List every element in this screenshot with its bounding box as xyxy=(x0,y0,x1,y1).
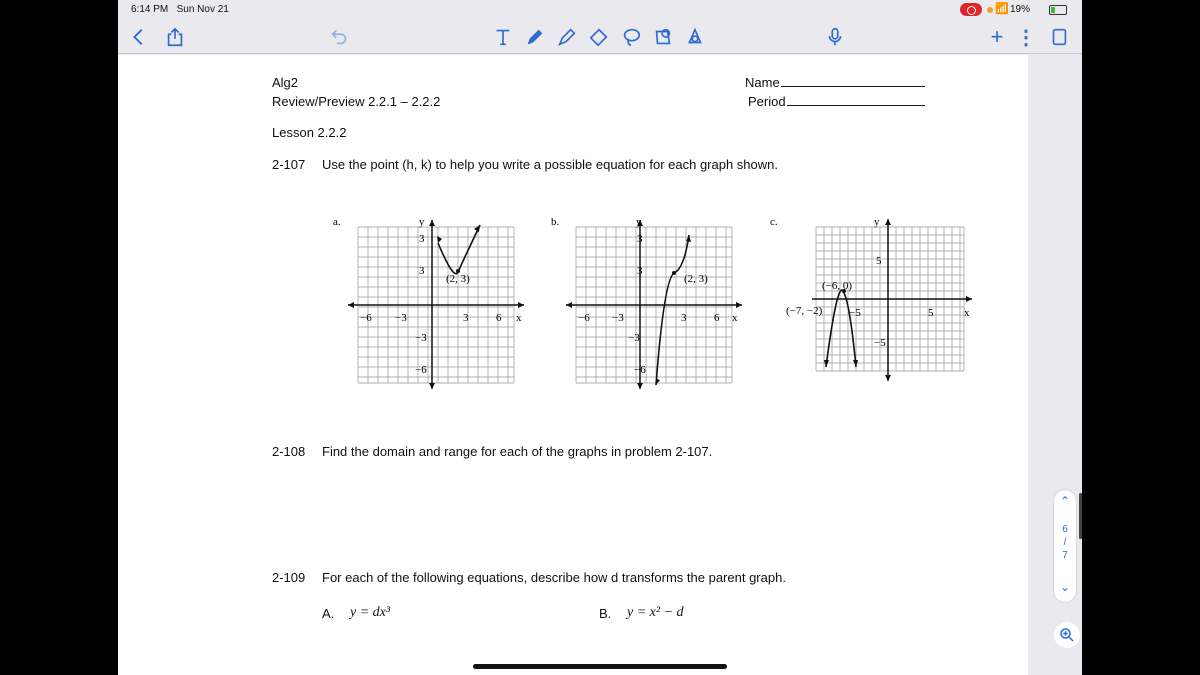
graph-b-x-axis-label: x xyxy=(732,312,738,324)
problem-2-108-text: Find the domain and range for each of the graphs in problem 2-107. xyxy=(322,444,713,459)
problem-2-109-number: 2-109 xyxy=(272,570,306,585)
page-down-icon[interactable]: ⌄ xyxy=(1059,580,1071,594)
highlighter-icon[interactable] xyxy=(554,20,580,54)
mic-indicator-icon xyxy=(987,7,993,13)
toolbar xyxy=(118,20,1082,54)
problem-2-109-text: For each of the following equations, describe how d transforms the parent graph. xyxy=(322,570,786,585)
pages-icon[interactable] xyxy=(1046,20,1072,54)
elements-icon[interactable] xyxy=(682,20,708,54)
equation-b: y = x² − d xyxy=(627,605,684,620)
scrollbar[interactable] xyxy=(1079,493,1082,539)
total-page-number: 7 xyxy=(1062,550,1068,561)
graph-c-tick-y-5: −5 xyxy=(874,337,886,349)
lesson-heading: Lesson 2.2.2 xyxy=(272,125,347,140)
problem-2-107-text: Use the point (h, k) to help you write a possible equation for each graph shown. xyxy=(322,157,778,172)
shapes-icon[interactable] xyxy=(650,20,676,54)
graph-b-tick-y6: 3 xyxy=(637,233,643,245)
graph-c-label: c. xyxy=(770,216,778,228)
graph-c-point2-label: (−7, −2) xyxy=(786,305,823,317)
graph-b-tick-x-6: −6 xyxy=(578,312,590,324)
period-field-label: Period xyxy=(748,94,925,109)
status-bar xyxy=(118,0,1082,20)
page-navigator[interactable] xyxy=(1054,490,1076,602)
graph-b-label: b. xyxy=(551,216,560,228)
graph-a-tick-x-6: −6 xyxy=(360,312,372,324)
eraser-icon[interactable] xyxy=(586,20,612,54)
worksheet-subtitle: Review/Preview 2.2.1 – 2.2.2 xyxy=(272,94,441,109)
graph-a-y-axis-label: y xyxy=(419,216,425,228)
zoom-in-icon[interactable] xyxy=(1054,622,1080,648)
course-title: Alg2 xyxy=(272,75,299,90)
app-screen xyxy=(118,0,1082,675)
graph-a-tick-x6: 6 xyxy=(496,312,502,324)
graph-a-label: a. xyxy=(333,216,341,228)
more-menu-button[interactable]: ⋮ xyxy=(1016,26,1036,49)
equation-a: y = dx³ xyxy=(350,605,391,620)
graph-c-tick-x5: 5 xyxy=(928,307,934,319)
lasso-icon[interactable] xyxy=(618,20,644,54)
equation-b-label: B. xyxy=(599,606,612,621)
problem-2-108-number: 2-108 xyxy=(272,444,306,459)
status-time: 6:14 PM Sun Nov 21 xyxy=(131,4,229,15)
graph-a-tick-y6: 3 xyxy=(419,233,425,245)
graph-b-tick-x-3: −3 xyxy=(612,312,624,324)
graph-c-tick-x-5: −5 xyxy=(849,307,861,319)
graph-a xyxy=(348,220,524,389)
microphone-icon[interactable] xyxy=(822,20,848,54)
graph-a-tick-y-3: −3 xyxy=(415,332,427,344)
graph-a-tick-y3: 3 xyxy=(419,265,425,277)
equation-a-label: A. xyxy=(322,606,335,621)
undo-icon[interactable] xyxy=(326,20,352,54)
battery-icon xyxy=(1049,5,1067,15)
text-tool-icon[interactable] xyxy=(490,20,516,54)
share-icon[interactable] xyxy=(162,20,188,54)
battery-percent: 19% xyxy=(1010,4,1031,15)
graph-a-point-label: (2, 3) xyxy=(446,273,470,285)
graph-a-tick-x3: 3 xyxy=(463,312,469,324)
graph-b-tick-y3: 3 xyxy=(637,265,643,277)
graph-a-tick-y-6: −6 xyxy=(415,364,427,376)
pen-icon[interactable] xyxy=(522,20,548,54)
page-separator: / xyxy=(1063,537,1067,548)
home-indicator[interactable] xyxy=(473,664,727,669)
graph-c xyxy=(812,219,972,381)
graphs-area xyxy=(118,55,1028,395)
wifi-icon: 📶 xyxy=(995,3,1009,15)
graph-b-tick-x3: 3 xyxy=(681,312,687,324)
page-up-icon[interactable]: ⌃ xyxy=(1059,494,1071,508)
back-icon[interactable] xyxy=(126,20,152,54)
graph-c-tick-y5: 5 xyxy=(876,255,882,267)
screen-record-icon xyxy=(960,3,982,16)
graph-b-y-axis-label: y xyxy=(636,216,642,228)
graph-b-tick-y-3: −3 xyxy=(628,332,640,344)
name-field-label: Name xyxy=(745,75,925,90)
graph-a-tick-x-3: −3 xyxy=(395,312,407,324)
graph-c-point-label: (−6, 0) xyxy=(822,280,853,292)
graph-c-x-axis-label: x xyxy=(964,307,970,319)
graph-b xyxy=(566,220,742,389)
document-page[interactable] xyxy=(118,55,1028,675)
graph-b-tick-x6: 6 xyxy=(714,312,720,324)
current-page-number: 6 xyxy=(1062,524,1068,535)
problem-2-107-number: 2-107 xyxy=(272,157,306,172)
graph-c-y-axis-label: y xyxy=(874,216,880,228)
add-page-button[interactable]: + xyxy=(990,24,1004,49)
graph-b-point-label: (2, 3) xyxy=(684,273,708,285)
graph-b-tick-y-6: −6 xyxy=(634,364,646,376)
graph-a-x-axis-label: x xyxy=(516,312,522,324)
